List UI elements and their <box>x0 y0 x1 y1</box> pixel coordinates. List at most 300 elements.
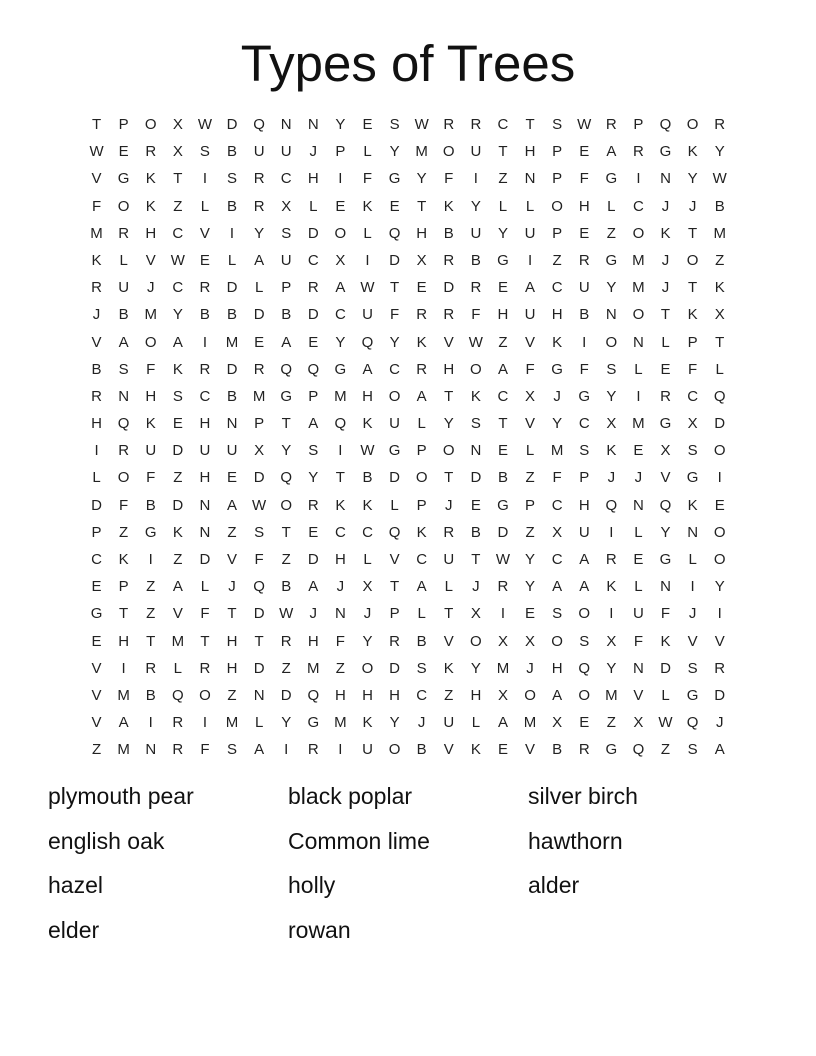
grid-letter: X <box>552 714 563 732</box>
grid-letter: N <box>470 442 482 460</box>
grid-letter: O <box>361 659 374 677</box>
grid-letter: R <box>578 251 590 269</box>
grid-letter: K <box>660 632 671 650</box>
grid-letter: H <box>389 686 400 704</box>
grid-letter: E <box>335 197 346 215</box>
grid-letter: Z <box>91 741 102 759</box>
grid-letter: X <box>606 415 617 433</box>
grid-letter: R <box>443 523 455 541</box>
grid-letter: U <box>470 143 482 161</box>
grid-letter: B <box>227 197 238 215</box>
grid-letter: X <box>416 251 427 269</box>
grid-letter: O <box>117 469 130 487</box>
grid-letter: U <box>362 306 373 324</box>
grid-letter: A <box>497 714 508 732</box>
grid-letter: U <box>443 551 455 568</box>
grid-letter: X <box>525 387 536 405</box>
grid-letter: L <box>498 197 508 215</box>
grid-letter: F <box>254 551 264 568</box>
grid-letter: M <box>90 224 103 242</box>
grid-letter: K <box>118 551 129 568</box>
grid-letter: U <box>578 279 590 297</box>
grid-letter: H <box>118 632 130 650</box>
grid-letter: L <box>254 714 264 732</box>
grid-letter: T <box>173 170 183 188</box>
grid-letter: K <box>470 741 481 759</box>
grid-letter: G <box>117 170 130 188</box>
grid-row <box>83 736 733 763</box>
grid-row <box>83 655 733 682</box>
grid-letter: Q <box>253 578 265 596</box>
grid-letter: D <box>91 496 102 514</box>
grid-letter: E <box>470 496 481 514</box>
grid-letter: G <box>605 741 618 759</box>
grid-letter: T <box>498 143 508 161</box>
word-list <box>48 778 788 956</box>
grid-letter: M <box>144 306 157 324</box>
grid-letter: Z <box>335 659 345 677</box>
grid-letter: E <box>416 279 427 297</box>
grid-letter: B <box>91 360 102 378</box>
grid-letter: M <box>334 714 347 732</box>
grid-letter: B <box>199 306 210 324</box>
grid-letter: U <box>226 442 238 460</box>
grid-letter: C <box>687 387 699 405</box>
grid-letter: D <box>253 605 265 623</box>
grid-letter: Q <box>578 659 591 677</box>
grid-letter: S <box>227 741 238 759</box>
grid-letter: N <box>307 116 319 133</box>
grid-letter: G <box>334 360 347 378</box>
grid-letter: H <box>443 360 455 378</box>
grid-letter: U <box>253 143 265 161</box>
grid-letter: X <box>172 143 183 161</box>
grid-letter: B <box>227 387 238 405</box>
grid-letter: V <box>525 741 536 759</box>
grid-letter: F <box>471 306 481 324</box>
grid-letter: L <box>661 686 670 704</box>
grid-letter: G <box>578 387 591 405</box>
grid-letter: Y <box>470 659 481 677</box>
grid-letter: T <box>715 333 725 351</box>
grid-letter: L <box>634 360 643 378</box>
grid-letter: N <box>199 523 211 541</box>
grid-letter: I <box>609 523 614 541</box>
grid-letter: Z <box>444 686 454 704</box>
grid-letter: N <box>145 741 157 759</box>
grid-letter: Y <box>389 714 400 732</box>
grid-letter: I <box>527 251 533 269</box>
grid-letter: A <box>172 578 183 596</box>
grid-letter: Y <box>687 170 698 188</box>
grid-letter: W <box>252 496 267 514</box>
grid-letter: E <box>525 605 536 623</box>
grid-letter: I <box>148 551 153 568</box>
grid-letter: C <box>551 551 563 568</box>
grid-letter: T <box>525 116 535 133</box>
grid-letter: E <box>118 143 129 161</box>
grid-letter: O <box>442 442 455 460</box>
grid-letter: Q <box>280 469 293 487</box>
grid-letter: J <box>688 605 697 623</box>
grid-letter: Z <box>173 469 183 487</box>
grid-letter: J <box>553 387 561 405</box>
grid-letter: R <box>416 306 428 324</box>
grid-letter: N <box>660 578 671 596</box>
grid-letter: K <box>687 306 698 324</box>
grid-letter: H <box>416 224 428 242</box>
grid-letter: Y <box>335 116 346 133</box>
grid-letter: G <box>551 360 563 378</box>
grid-letter: X <box>254 442 265 460</box>
grid-letter: P <box>633 116 644 133</box>
grid-letter: O <box>144 116 157 133</box>
grid-letter: H <box>91 415 102 433</box>
grid-letter: O <box>524 686 536 704</box>
grid-letter: M <box>605 686 618 704</box>
grid-letter: L <box>444 578 453 596</box>
grid-letter: Q <box>713 387 726 405</box>
grid-letter: B <box>497 469 508 487</box>
grid-letter: Z <box>227 686 237 704</box>
grid-letter: J <box>661 197 670 215</box>
grid-letter: D <box>307 224 319 242</box>
grid-letter: J <box>688 197 697 215</box>
grid-letter: X <box>497 686 508 704</box>
grid-letter: H <box>307 170 319 188</box>
grid-letter: C <box>578 415 590 433</box>
grid-letter: S <box>687 741 698 759</box>
grid-letter: T <box>389 279 400 297</box>
grid-row <box>83 410 733 437</box>
grid-letter: M <box>225 714 239 732</box>
grid-letter: D <box>389 659 400 677</box>
grid-letter: E <box>254 333 265 351</box>
grid-letter: C <box>334 523 346 541</box>
grid-letter: C <box>551 279 563 297</box>
grid-letter: R <box>605 116 617 133</box>
grid-letter: L <box>417 605 426 623</box>
grid-row <box>83 600 733 627</box>
grid-letter: O <box>144 333 157 351</box>
word-search-grid <box>83 111 733 764</box>
grid-letter: W <box>279 605 294 623</box>
grid-letter: D <box>172 442 184 460</box>
grid-letter: Y <box>335 333 346 351</box>
grid-row <box>83 628 733 655</box>
grid-letter: R <box>660 387 671 405</box>
grid-row <box>83 274 733 301</box>
grid-letter: F <box>579 360 589 378</box>
grid-letter: P <box>525 496 536 514</box>
grid-letter: U <box>389 415 400 433</box>
grid-letter: Y <box>552 415 563 433</box>
grid-letter: T <box>281 415 291 433</box>
grid-letter: G <box>686 469 699 487</box>
grid-letter: E <box>308 333 319 351</box>
grid-letter: Q <box>334 415 347 433</box>
grid-letter: R <box>307 279 319 297</box>
grid-letter: Y <box>281 442 292 460</box>
grid-letter: E <box>227 469 238 487</box>
grid-letter: O <box>713 523 726 541</box>
grid-row <box>83 464 733 491</box>
grid-letter: Q <box>659 496 672 514</box>
grid-letter: I <box>717 469 722 487</box>
grid-row <box>83 437 733 464</box>
grid-row <box>83 546 733 573</box>
grid-row <box>83 492 733 519</box>
grid-letter: O <box>686 116 699 133</box>
grid-letter: R <box>389 632 400 650</box>
grid-letter: R <box>91 387 102 405</box>
grid-letter: R <box>497 578 509 596</box>
page-title: Types of Trees <box>240 35 576 92</box>
grid-letter: Y <box>281 714 292 732</box>
grid-letter: L <box>200 197 210 215</box>
grid-letter: R <box>253 170 265 188</box>
grid-letter: R <box>91 279 102 297</box>
grid-letter: R <box>714 659 726 677</box>
grid-row <box>83 193 733 220</box>
grid-letter: G <box>90 605 103 623</box>
grid-letter: N <box>334 605 346 623</box>
grid-letter: L <box>390 496 399 514</box>
grid-letter: J <box>607 469 616 487</box>
grid-letter: W <box>712 170 727 188</box>
grid-letter: I <box>690 578 695 596</box>
grid-letter: C <box>416 551 428 568</box>
grid-letter: M <box>307 659 320 677</box>
grid-letter: L <box>309 197 318 215</box>
grid-letter: F <box>525 360 535 378</box>
grid-letter: R <box>172 741 184 759</box>
word-list-item: english oak <box>48 827 165 854</box>
grid-letter: Q <box>117 415 130 433</box>
grid-letter: W <box>495 551 511 568</box>
grid-letter: D <box>280 686 292 704</box>
grid-row <box>83 247 733 274</box>
grid-letter: T <box>335 469 345 487</box>
grid-letter: H <box>578 496 590 514</box>
grid-letter: P <box>91 523 102 541</box>
grid-letter: S <box>389 116 400 133</box>
grid-letter: W <box>577 116 592 133</box>
grid-letter: Z <box>119 523 129 541</box>
grid-letter: U <box>443 714 455 732</box>
grid-letter: D <box>253 659 265 677</box>
grid-letter: D <box>443 279 455 297</box>
grid-letter: X <box>633 714 644 732</box>
grid-letter: Q <box>171 686 184 704</box>
grid-letter: J <box>715 714 724 732</box>
grid-letter: S <box>579 632 590 650</box>
grid-letter: D <box>660 659 671 677</box>
grid-letter: L <box>525 442 535 460</box>
grid-letter: X <box>687 415 698 433</box>
grid-letter: S <box>579 442 590 460</box>
grid-letter: E <box>633 551 644 568</box>
grid-letter: K <box>145 415 156 433</box>
grid-letter: K <box>606 578 617 596</box>
grid-letter: D <box>172 496 184 514</box>
grid-letter: T <box>660 306 671 324</box>
grid-letter: V <box>227 551 238 568</box>
grid-letter: G <box>659 143 672 161</box>
grid-letter: G <box>388 442 401 460</box>
grid-letter: H <box>307 632 319 650</box>
grid-letter: G <box>686 686 699 704</box>
grid-letter: L <box>634 578 643 596</box>
grid-row <box>83 111 733 138</box>
grid-letter: K <box>362 496 373 514</box>
grid-letter: X <box>470 605 481 623</box>
grid-letter: H <box>199 415 211 433</box>
grid-letter: O <box>388 741 401 759</box>
grid-letter: I <box>229 224 235 242</box>
grid-letter: L <box>254 279 264 297</box>
grid-letter: R <box>145 143 157 161</box>
grid-letter: M <box>550 442 564 460</box>
grid-letter: Y <box>606 387 617 405</box>
grid-letter: K <box>687 143 698 161</box>
grid-letter: Q <box>307 686 320 704</box>
grid-letter: I <box>121 659 126 677</box>
grid-letter: Q <box>280 360 293 378</box>
grid-letter: I <box>636 170 641 188</box>
grid-letter: W <box>170 251 185 269</box>
grid-letter: L <box>363 551 372 568</box>
grid-letter: P <box>335 143 346 161</box>
grid-letter: R <box>633 143 644 161</box>
grid-letter: N <box>226 415 238 433</box>
grid-row <box>83 138 733 165</box>
grid-letter: T <box>227 605 237 623</box>
grid-letter: F <box>146 360 156 378</box>
grid-letter: J <box>417 714 426 732</box>
grid-letter: V <box>714 632 725 650</box>
grid-letter: H <box>199 469 211 487</box>
grid-letter: Y <box>525 578 536 596</box>
grid-letter: W <box>360 442 375 460</box>
grid-letter: P <box>552 143 563 161</box>
grid-letter: V <box>172 605 183 623</box>
grid-letter: R <box>416 360 428 378</box>
grid-letter: N <box>199 496 211 514</box>
grid-letter: T <box>444 387 454 405</box>
grid-letter: G <box>605 251 618 269</box>
grid-letter: P <box>416 496 427 514</box>
grid-letter: D <box>226 116 238 133</box>
grid-letter: E <box>660 360 671 378</box>
grid-row <box>83 383 733 410</box>
grid-letter: Q <box>632 741 645 759</box>
grid-letter: R <box>714 116 726 133</box>
grid-letter: W <box>360 279 375 297</box>
grid-letter: Z <box>498 333 508 351</box>
grid-letter: Z <box>525 469 535 487</box>
grid-letter: H <box>497 306 509 324</box>
grid-letter: N <box>280 116 292 133</box>
grid-letter: E <box>199 251 210 269</box>
grid-letter: F <box>91 197 102 215</box>
grid-letter: L <box>525 197 535 215</box>
grid-letter: Z <box>715 251 725 269</box>
grid-letter: W <box>658 714 673 732</box>
grid-letter: R <box>443 306 455 324</box>
grid-letter: G <box>388 170 401 188</box>
grid-letter: C <box>172 279 184 297</box>
grid-letter: Y <box>389 143 400 161</box>
grid-letter: B <box>443 224 454 242</box>
grid-letter: C <box>362 523 373 541</box>
grid-letter: S <box>470 415 481 433</box>
grid-letter: D <box>389 251 400 269</box>
grid-letter: K <box>443 197 454 215</box>
grid-letter: H <box>362 686 373 704</box>
grid-letter: U <box>118 279 130 297</box>
grid-letter: T <box>444 469 454 487</box>
grid-letter: I <box>202 714 207 732</box>
grid-letter: X <box>606 632 617 650</box>
grid-letter: H <box>551 306 563 324</box>
word-list-item: hazel <box>48 872 103 898</box>
grid-letter: J <box>634 469 643 487</box>
grid-letter: B <box>714 197 725 215</box>
grid-letter: J <box>661 279 670 297</box>
grid-letter: K <box>172 360 183 378</box>
grid-letter: U <box>199 442 211 460</box>
grid-letter: M <box>632 251 645 269</box>
grid-letter: U <box>524 306 536 324</box>
grid-letter: T <box>444 605 454 623</box>
grid-letter: I <box>202 333 207 351</box>
grid-letter: V <box>91 714 102 732</box>
grid-letter: C <box>551 496 563 514</box>
grid-letter: P <box>308 387 319 405</box>
grid-letter: E <box>91 632 102 650</box>
grid-letter: Z <box>146 605 156 623</box>
grid-letter: N <box>633 333 644 351</box>
grid-letter: M <box>713 224 726 242</box>
grid-letter: S <box>416 659 427 677</box>
grid-letter: I <box>636 387 641 405</box>
grid-letter: A <box>254 251 265 269</box>
grid-letter: Q <box>605 496 618 514</box>
grid-letter: E <box>579 143 590 161</box>
grid-letter: O <box>388 387 401 405</box>
grid-letter: O <box>578 686 591 704</box>
grid-letter: X <box>497 632 508 650</box>
grid-letter: Z <box>227 523 237 541</box>
grid-letter: R <box>470 116 482 133</box>
grid-letter: M <box>252 387 266 405</box>
grid-letter: J <box>445 496 453 514</box>
word-list-item: elder <box>48 916 100 943</box>
grid-letter: B <box>227 306 238 324</box>
grid-letter: I <box>338 442 343 460</box>
grid-letter: R <box>199 659 211 677</box>
grid-letter: A <box>416 387 427 405</box>
grid-letter: O <box>117 197 130 215</box>
grid-letter: C <box>497 387 509 405</box>
grid-letter: L <box>607 197 616 215</box>
grid-letter: Z <box>660 741 671 759</box>
word-list-item: alder <box>528 872 580 898</box>
grid-row <box>83 682 733 709</box>
grid-letter: B <box>281 578 292 596</box>
grid-letter: A <box>552 578 563 596</box>
